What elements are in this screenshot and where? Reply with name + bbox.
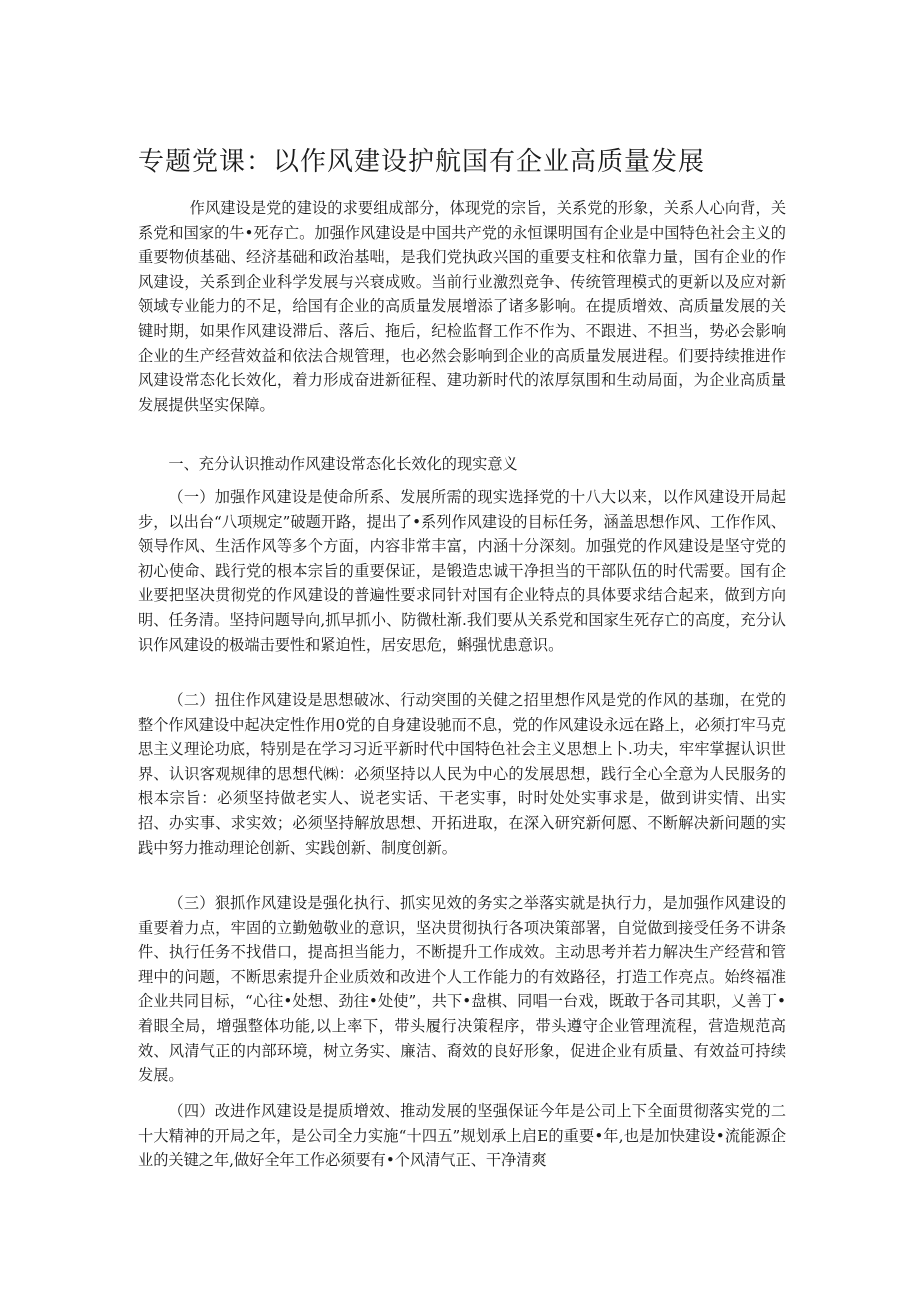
paragraph-1: （一）加强作风建设是使命所系、发展所需的现实选择党的十八大以来，以作风建设开局起步，以出台“八项规定”破题开路，提出了•系列作风建设的目标任务，涵盖思想作风、工作作风、领导作风、生活作风等多个方面，内容非常丰富，内涵十分深刻。加强党的作风建设是坚守党的初心使命、践行党的根本宗旨的重要保证，是锻造忠诚干净担当的干部队伍的时代需要。国有企业要把坚决贯彻党的作风建设的普遍性要求同针对国有企业特点的具体要求结合起来，做到方向明、任务清。坚持问题导向,抓早抓小、防微杜渐.我们要从关系党和国家生死存亡的高度，充分认识作风建设的极端击要性和紧迫性，居安思危，蝌强忧患意识。 <box>138 488 786 654</box>
paragraph-2: （二）扭住作风建设是思想破冰、行动突围的关健之招里想作风是党的作风的基珈，在党的整个作风建设中起决定性作用0党的自身建设驰而不息，党的作风建设永远在路上，必须打牢马克思主义理论功底，特别是在学习习近平新时代中国特色社会主义思想上卜.功夫，牢牢掌握认识世界、认识客观规律的思想代㈱：必须坚持以人民为中心的发展思想，践行全心全意为人民服务的根本宗旨：必须坚持做老实人、说老实话、干老实事，时时处处实事求是，做到讲实情、出实招、办实事、求实效；必须坚持解放思想、开拓进取，在深入研究新何愿、不断解决新问题的实践中努力推动理论创新、实践创新、制度创新。 <box>138 691 786 857</box>
intro-paragraph: 作风建设是党的建设的求要组成部分，体现党的宗旨，关系党的形象，关系人心向背，关系党和国家的牛•死存亡。加强作风建设是中国共产党的永恒课明国有企业是中国特色社会主义的重要物侦基础、经济基础和政治基咄，是我们党执政兴国的重要支柱和依靠力量，国有企业的作风建设，关系到企业科学发展与兴衰成败。当前行业激烈竞争、传统管理模式的更新以及应对新领域专业能力的不足，给国有企业的高质量发展增添了诸多影响。在提质增效、高质量发展的关键时期，如果作风建设滞后、落后、拖后，纪检监督工作不作为、不跟进、不担当，势必会影响企业的生产经营效益和依法合规管理，也必然会影响到企业的高质量发展进程。们要持续推进作风建设常态化长效化，着力形成奋进新征程、建功新时代的浓厚氛围和生动局面，为企业高质量发展提供坚实保障。 <box>138 199 786 414</box>
section-heading: 一、充分认识推动作风建设常态化长效化的现实意义 <box>168 455 518 473</box>
paragraph-3: （三）狠抓作风建设是强化执行、抓实见效的务实之举落实就是执行力，是加强作风建设的重要着力点，牢固的立勤勉敬业的意识，坚决贯彻执行各项决策部署，自觉做到接受任务不讲条件、执行任务不找借口，提髙担当能力，不断提升工作成效。主动思考并若力解决生产经营和管理中的问题，不断思索提升企业质效和改进个人工作能力的有效路径，打造工作亮点。始终福准企业共同目标，“心往•处想、劲往•处使”，共下•盘棋、同唱一台戏，既敢于各司其职，乂善丁•着眼全局，增强整体功能,以上率下，带头履行决策程序，带头遵守企业管理流程，营造规范高效、风清气正的内部环境，树立务实、廉洁、裔效的良好形象，促进企业有质量、有效益可持续发展。 <box>138 894 786 1085</box>
page-title: 专题党课：以作风建设护航国有企业高质量发展 <box>138 147 706 177</box>
paragraph-4: （四）改进作风建设是提质增效、推动发展的坚强保证今年是公司上下全面贯彻落实党的二十大精神的开局之年，是公司全力实施“十四五”规划承上启E的重要•年,也是加快建设•流能源企业的关键之年,做好全年工作必须要有•个风清气正、干净清爽 <box>138 1102 786 1170</box>
